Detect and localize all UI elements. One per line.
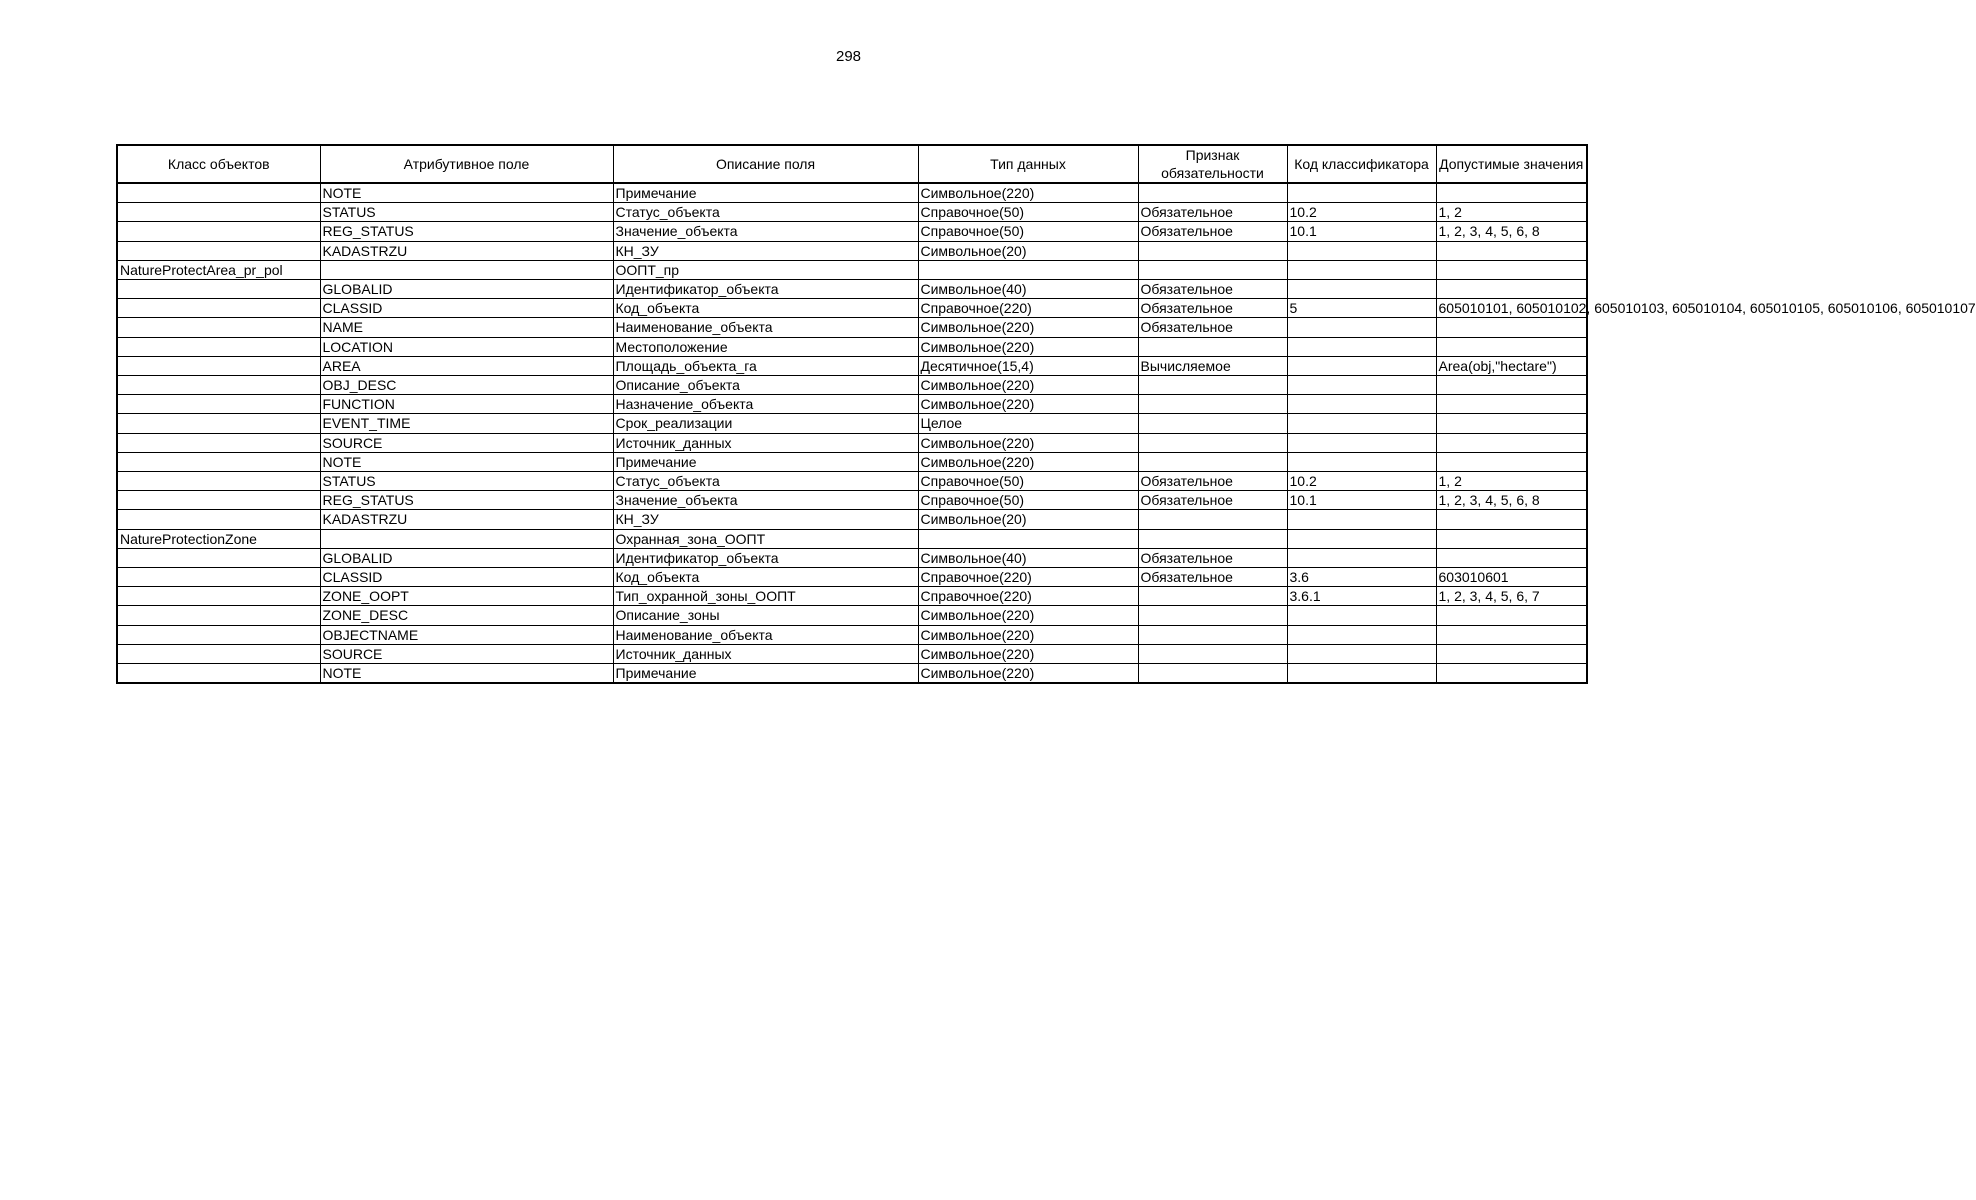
data-type-cell: Справочное(50) — [918, 491, 1138, 510]
table-row — [117, 452, 1587, 471]
object-class-cell: NatureProtectArea_pr_pol — [117, 260, 320, 279]
field-description-cell: Примечание — [613, 452, 918, 471]
allowed-values-cell — [1436, 625, 1587, 644]
object-class-cell — [117, 548, 320, 567]
header-mandatory-flag: Признак обязательности — [1138, 145, 1287, 183]
mandatory-flag-cell — [1138, 241, 1287, 260]
object-class-cell — [117, 414, 320, 433]
mandatory-flag-cell: Обязательное — [1138, 472, 1287, 491]
attribute-field-cell: ZONE_OOPT — [320, 587, 613, 606]
data-type-cell: Справочное(50) — [918, 222, 1138, 241]
field-description-cell: Площадь_объекта_га — [613, 356, 918, 375]
field-description-cell: КН_ЗУ — [613, 510, 918, 529]
data-type-cell: Справочное(50) — [918, 472, 1138, 491]
object-class-cell — [117, 318, 320, 337]
allowed-values-cell — [1436, 395, 1587, 414]
object-class-cell — [117, 183, 320, 203]
object-class-cell — [117, 625, 320, 644]
object-class-cell — [117, 222, 320, 241]
table-row — [117, 376, 1587, 395]
object-class-cell — [117, 280, 320, 299]
allowed-values-cell — [1436, 644, 1587, 663]
table-row — [117, 318, 1587, 337]
table-row — [117, 337, 1587, 356]
object-class-cell — [117, 203, 320, 222]
data-type-cell: Символьное(220) — [918, 452, 1138, 471]
object-class-cell — [117, 644, 320, 663]
classifier-code-cell: 3.6.1 — [1287, 587, 1436, 606]
field-description-cell: Описание_зоны — [613, 606, 918, 625]
table-row — [117, 414, 1587, 433]
page-number: 298 — [835, 48, 862, 65]
data-type-cell: Справочное(220) — [918, 568, 1138, 587]
object-class-cell — [117, 376, 320, 395]
data-type-cell: Справочное(220) — [918, 587, 1138, 606]
mandatory-flag-cell — [1138, 433, 1287, 452]
field-description-cell: Источник_данных — [613, 644, 918, 663]
allowed-values-cell — [1436, 510, 1587, 529]
field-description-cell: Наименование_объекта — [613, 625, 918, 644]
classifier-code-cell — [1287, 510, 1436, 529]
table-row — [117, 395, 1587, 414]
field-description-cell: Идентификатор_объекта — [613, 280, 918, 299]
table-row — [117, 260, 1587, 279]
mandatory-flag-cell — [1138, 644, 1287, 663]
object-class-cell — [117, 452, 320, 471]
allowed-values-cell: 1, 2 — [1436, 203, 1587, 222]
data-type-cell: Символьное(220) — [918, 644, 1138, 663]
data-type-cell: Символьное(220) — [918, 183, 1138, 203]
mandatory-flag-cell — [1138, 606, 1287, 625]
attribute-field-cell: KADASTRZU — [320, 241, 613, 260]
mandatory-flag-cell: Обязательное — [1138, 280, 1287, 299]
classifier-code-cell — [1287, 452, 1436, 471]
table-header-row — [117, 145, 1587, 183]
allowed-values-cell: 1, 2, 3, 4, 5, 6, 8 — [1436, 222, 1587, 241]
field-description-cell: Примечание — [613, 183, 918, 203]
attribute-field-cell: CLASSID — [320, 568, 613, 587]
header-field-description: Описание поля — [613, 145, 918, 183]
allowed-values-cell: 603010601 — [1436, 568, 1587, 587]
field-description-cell: Значение_объекта — [613, 222, 918, 241]
data-type-cell: Символьное(20) — [918, 510, 1138, 529]
attribute-field-cell: NAME — [320, 318, 613, 337]
data-type-cell: Символьное(220) — [918, 606, 1138, 625]
mandatory-flag-cell — [1138, 395, 1287, 414]
mandatory-flag-cell — [1138, 337, 1287, 356]
mandatory-flag-cell — [1138, 529, 1287, 548]
data-type-cell: Справочное(220) — [918, 299, 1138, 318]
field-description-cell: Назначение_объекта — [613, 395, 918, 414]
field-description-cell: Код_объекта — [613, 299, 918, 318]
classifier-code-cell — [1287, 606, 1436, 625]
mandatory-flag-cell: Обязательное — [1138, 299, 1287, 318]
allowed-values-cell: Area(obj,"hectare") — [1436, 356, 1587, 375]
field-description-cell: Статус_объекта — [613, 472, 918, 491]
mandatory-flag-cell — [1138, 664, 1287, 684]
object-class-cell — [117, 510, 320, 529]
classifier-code-cell — [1287, 664, 1436, 684]
field-description-cell: Источник_данных — [613, 433, 918, 452]
mandatory-flag-cell: Обязательное — [1138, 491, 1287, 510]
attribute-table — [116, 144, 1976, 684]
field-description-cell: Описание_объекта — [613, 376, 918, 395]
classifier-code-cell — [1287, 280, 1436, 299]
field-description-cell: ООПТ_пр — [613, 260, 918, 279]
mandatory-flag-cell — [1138, 625, 1287, 644]
table-row — [117, 510, 1587, 529]
object-class-cell — [117, 356, 320, 375]
mandatory-flag-cell: Обязательное — [1138, 222, 1287, 241]
attribute-field-cell: STATUS — [320, 203, 613, 222]
classifier-code-cell — [1287, 318, 1436, 337]
classifier-code-cell: 3.6 — [1287, 568, 1436, 587]
allowed-values-cell: 605010101, 605010102, 605010103, 605010104, 605010105, 605010106, 605010107 — [1436, 299, 1587, 318]
classifier-code-cell — [1287, 644, 1436, 663]
mandatory-flag-cell: Обязательное — [1138, 548, 1287, 567]
table-row — [117, 183, 1587, 203]
field-description-cell: Статус_объекта — [613, 203, 918, 222]
mandatory-flag-cell — [1138, 260, 1287, 279]
object-class-cell — [117, 395, 320, 414]
attribute-field-cell: OBJECTNAME — [320, 625, 613, 644]
table-row — [117, 606, 1587, 625]
attribute-field-cell — [320, 260, 613, 279]
mandatory-flag-cell: Вычисляемое — [1138, 356, 1287, 375]
mandatory-flag-cell — [1138, 414, 1287, 433]
data-type-cell: Символьное(220) — [918, 337, 1138, 356]
attribute-field-cell: AREA — [320, 356, 613, 375]
attribute-field-cell: GLOBALID — [320, 548, 613, 567]
allowed-values-cell — [1436, 241, 1587, 260]
allowed-values-cell — [1436, 664, 1587, 684]
classifier-code-cell: 10.1 — [1287, 491, 1436, 510]
data-type-cell: Десятичное(15,4) — [918, 356, 1138, 375]
attribute-field-cell: NOTE — [320, 664, 613, 684]
table-row — [117, 587, 1587, 606]
allowed-values-cell — [1436, 414, 1587, 433]
mandatory-flag-cell — [1138, 452, 1287, 471]
object-class-cell — [117, 664, 320, 684]
field-description-cell: Срок_реализации — [613, 414, 918, 433]
table-row — [117, 280, 1587, 299]
table-row — [117, 241, 1587, 260]
table-row — [117, 625, 1587, 644]
object-class-cell — [117, 587, 320, 606]
data-type-cell — [918, 529, 1138, 548]
attribute-field-cell: SOURCE — [320, 433, 613, 452]
data-type-cell: Символьное(20) — [918, 241, 1138, 260]
field-description-cell: Тип_охранной_зоны_ООПТ — [613, 587, 918, 606]
attribute-field-cell: KADASTRZU — [320, 510, 613, 529]
attribute-field-cell: OBJ_DESC — [320, 376, 613, 395]
data-type-cell: Символьное(40) — [918, 280, 1138, 299]
object-class-cell — [117, 299, 320, 318]
object-class-cell — [117, 337, 320, 356]
object-class-cell — [117, 606, 320, 625]
mandatory-flag-cell: Обязательное — [1138, 568, 1287, 587]
object-class-cell — [117, 433, 320, 452]
table-row — [117, 203, 1587, 222]
table-row — [117, 222, 1587, 241]
classifier-code-cell — [1287, 260, 1436, 279]
classifier-code-cell — [1287, 548, 1436, 567]
allowed-values-cell — [1436, 529, 1587, 548]
field-description-cell: Значение_объекта — [613, 491, 918, 510]
data-type-cell: Символьное(220) — [918, 318, 1138, 337]
classifier-code-cell — [1287, 356, 1436, 375]
header-attribute-field: Атрибутивное поле — [320, 145, 613, 183]
classifier-code-cell — [1287, 183, 1436, 203]
attribute-field-cell — [320, 529, 613, 548]
attribute-field-cell: FUNCTION — [320, 395, 613, 414]
mandatory-flag-cell — [1138, 183, 1287, 203]
header-allowed-values: Допустимые значения — [1436, 145, 1587, 183]
attribute-field-cell: STATUS — [320, 472, 613, 491]
object-class-cell: NatureProtectionZone — [117, 529, 320, 548]
classifier-code-cell: 10.1 — [1287, 222, 1436, 241]
attribute-field-cell: NOTE — [320, 183, 613, 203]
allowed-values-cell — [1436, 548, 1587, 567]
allowed-values-cell — [1436, 318, 1587, 337]
allowed-values-cell — [1436, 337, 1587, 356]
allowed-values-cell — [1436, 260, 1587, 279]
table-row — [117, 491, 1587, 510]
attribute-field-cell: SOURCE — [320, 644, 613, 663]
table-row — [117, 299, 1587, 318]
data-type-cell: Целое — [918, 414, 1138, 433]
table-row — [117, 433, 1587, 452]
object-class-cell — [117, 241, 320, 260]
table-row — [117, 664, 1587, 684]
table-body — [117, 183, 1976, 683]
classifier-code-cell — [1287, 414, 1436, 433]
data-type-cell: Справочное(50) — [918, 203, 1138, 222]
allowed-values-cell — [1436, 280, 1587, 299]
table-row — [117, 548, 1587, 567]
allowed-values-cell — [1436, 606, 1587, 625]
attribute-field-cell: LOCATION — [320, 337, 613, 356]
allowed-values-cell — [1436, 376, 1587, 395]
attribute-field-cell: CLASSID — [320, 299, 613, 318]
field-description-cell: Наименование_объекта — [613, 318, 918, 337]
mandatory-flag-cell: Обязательное — [1138, 203, 1287, 222]
allowed-values-cell: 1, 2, 3, 4, 5, 6, 8 — [1436, 491, 1587, 510]
allowed-values-cell — [1436, 433, 1587, 452]
classifier-code-cell: 5 — [1287, 299, 1436, 318]
table-row — [117, 568, 1587, 587]
attribute-field-cell: EVENT_TIME — [320, 414, 613, 433]
allowed-values-cell — [1436, 183, 1587, 203]
allowed-values-cell — [1436, 452, 1587, 471]
classifier-code-cell: 10.2 — [1287, 203, 1436, 222]
field-description-cell: Идентификатор_объекта — [613, 548, 918, 567]
header-object-class: Класс объектов — [117, 145, 320, 183]
data-type-cell: Символьное(220) — [918, 433, 1138, 452]
table-row — [117, 356, 1587, 375]
classifier-code-cell — [1287, 529, 1436, 548]
data-type-cell — [918, 260, 1138, 279]
data-type-cell: Символьное(220) — [918, 625, 1138, 644]
allowed-values-cell: 1, 2, 3, 4, 5, 6, 7 — [1436, 587, 1587, 606]
header-data-type: Тип данных — [918, 145, 1138, 183]
field-description-cell: Примечание — [613, 664, 918, 684]
attribute-field-cell: REG_STATUS — [320, 491, 613, 510]
header-classifier-code: Код классификатора — [1287, 145, 1436, 183]
classifier-code-cell — [1287, 395, 1436, 414]
classifier-code-cell — [1287, 625, 1436, 644]
object-class-cell — [117, 568, 320, 587]
table-row — [117, 529, 1587, 548]
mandatory-flag-cell — [1138, 510, 1287, 529]
attribute-field-cell: NOTE — [320, 452, 613, 471]
classifier-code-cell: 10.2 — [1287, 472, 1436, 491]
field-description-cell: КН_ЗУ — [613, 241, 918, 260]
object-class-cell — [117, 491, 320, 510]
classifier-code-cell — [1287, 433, 1436, 452]
attribute-field-cell: GLOBALID — [320, 280, 613, 299]
allowed-values-cell: 1, 2 — [1436, 472, 1587, 491]
classifier-code-cell — [1287, 376, 1436, 395]
data-type-cell: Символьное(220) — [918, 664, 1138, 684]
classifier-code-cell — [1287, 337, 1436, 356]
table-row — [117, 644, 1587, 663]
mandatory-flag-cell: Обязательное — [1138, 318, 1287, 337]
data-type-cell: Символьное(40) — [918, 548, 1138, 567]
table-row — [117, 472, 1587, 491]
field-description-cell: Код_объекта — [613, 568, 918, 587]
field-description-cell: Охранная_зона_ООПТ — [613, 529, 918, 548]
mandatory-flag-cell — [1138, 587, 1287, 606]
data-type-cell: Символьное(220) — [918, 395, 1138, 414]
object-class-cell — [117, 472, 320, 491]
attribute-field-cell: ZONE_DESC — [320, 606, 613, 625]
mandatory-flag-cell — [1138, 376, 1287, 395]
attribute-field-cell: REG_STATUS — [320, 222, 613, 241]
classifier-code-cell — [1287, 241, 1436, 260]
data-type-cell: Символьное(220) — [918, 376, 1138, 395]
field-description-cell: Местоположение — [613, 337, 918, 356]
